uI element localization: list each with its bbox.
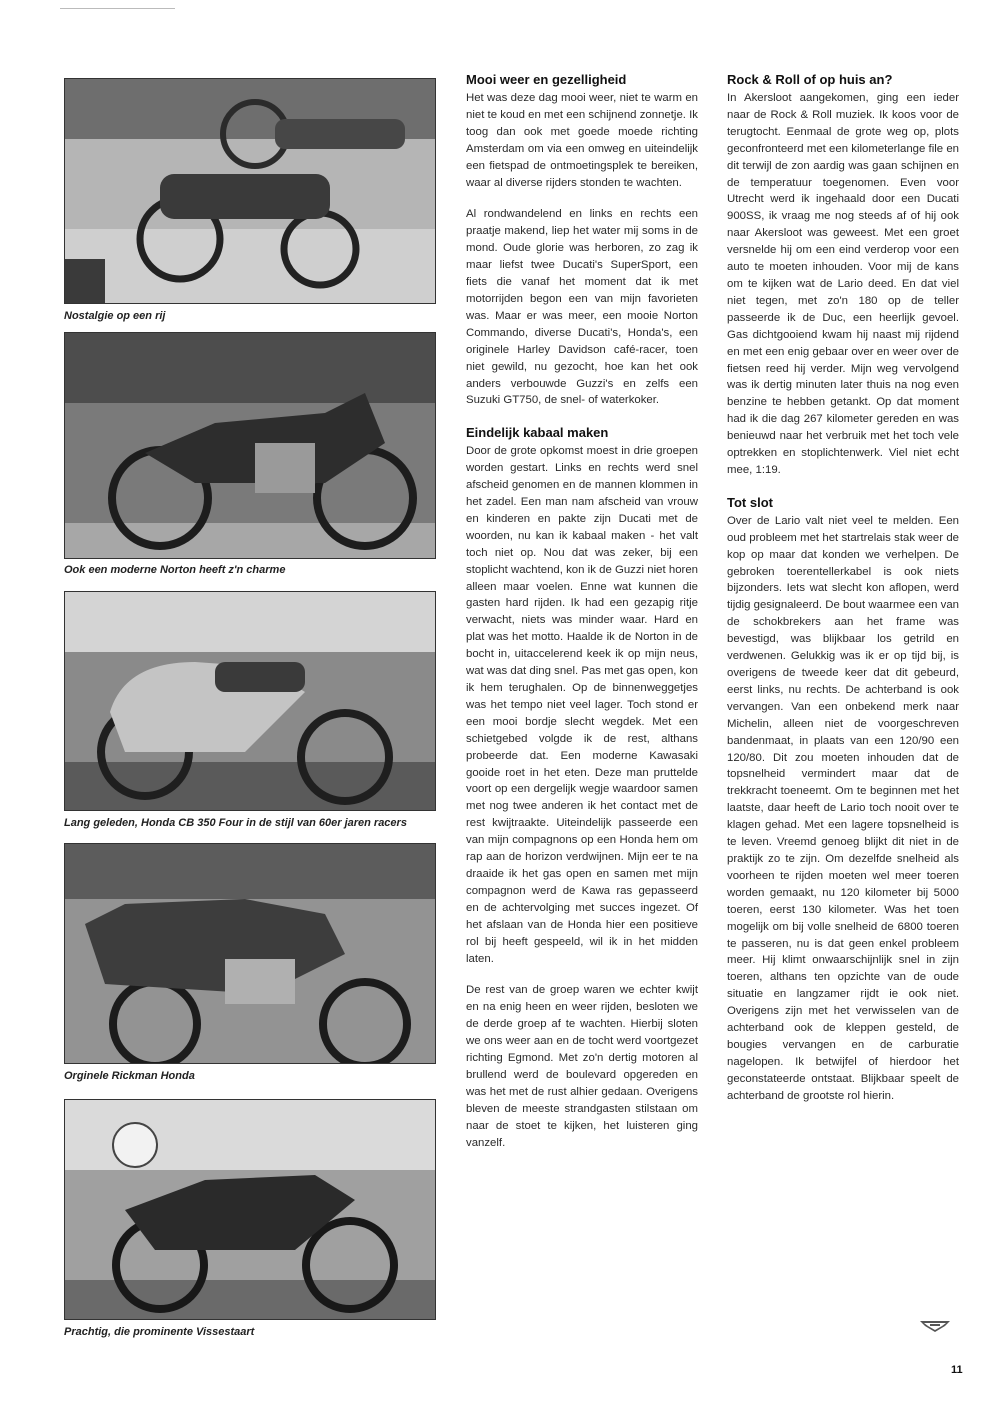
photo-caption-5: Prachtig, die prominente Vissestaart [64,1326,255,1338]
body-paragraph: Door de grote opkomst moest in drie groepen worden gestart. Links en rechts werd snel afscheid genomen en de mannen klommen in het zadel. Een man nam afscheid van vrouw en kinderen en pakte zijn Ducati met de woorden, nu kan ik kabaal maken - het valt toch niet op. Nou dat was zeker, bij een stoplicht wachtend, kon ik de Guzzi niet horen alleen maar voelen. Enne wat kunnen die gasten hard rijden. Ik had een gezapig ritje verwacht, niets was minder waar. Hard en plat was het motto. Haalde ik de Norton in de bocht in, uitaccelerend keek ik op mijn neus, wat was dat ding snel. Pas met gas open, kon ik hem terughalen. Op de binnenweggetjes was het tempo niet veel lager. Toch stond er een mooi bordje slecht wegdek. Met een schietgebed volgde ik de rest, althans probeerde dat. Een moderne Kawasaki gooide roet in het eten. Deze man pruttelde voort op een dergelijk wegje waardoor samen met nog twee anderen ik het contact met de rest kwijtraakte. Uiteindelijk passeerde een van mijn compagnons op een Honda hem om rap aan de horizon verdwijnen. Mijn eer te na draaide ik het gas open en samen met mijn compagnon werd de Kawa ras gepasseerd en de achtervolging met succes ingezet. Of het afslaan van de Honda hier een positieve rol bij heeft gespeeld, wil ik in het midden laten. [466,445,698,965]
body-paragraph: De rest van de groep waren we echter kwijt en na enig heen en weer rijden, besloten we de derde groep af te wachten. Hierbij sloten we ons weer aan en de tocht werd voortgezet richting Egmond. Met zo'n dertig motoren al brullend werd de boulevard opgereden en was het met de rust alhier gedaan. Overigens bleven de meeste strandgasten stilstaan om naar de stoet te kijken, het luisteren ging vanzelf. [466,984,698,1149]
photo-rickman-honda [64,843,436,1064]
section-heading: Tot slot [727,494,773,510]
text-column-middle [466,71,698,1166]
body-paragraph: In Akersloot aangekomen, ging een ieder naar de Rock & Roll muziek. Ik koos voor de terugtocht. Eenmaal de grote weg op, plots geconfronteerd met een kilometerlange file en dit terwijl de zon aardig was gaan schijnen en de temperatuur toegenomen. Even voor Utrecht werd ik ingehaald door een Ducati 900SS, ik vraag me nog steeds af of hij ook naar Akersloot was geweest. Met een groet versnelde hij om een eind verderop voor een auto te moeten inhouden. Voor mij de kans om te kijken wat de Lario deed. En dat viel niet tegen, met zo'n 180 op de teller passeerde ik de Duc, een heerlijk gevoel. Gas dichtgooiend kwam hij naast mij rijdend en met een enig gebaar over en weer over de fietsen reed hij verder. Mijn weg vervolgend was ik dertig minuten later thuis na nog even benzine te hebben getankt. Op dat moment had ik die dag 267 kilometer gereden en was benieuwd naar het verbruik met het toch vele optrekken en stoplichtenwerk. Viel niet echt mee, 1:19. [727,92,959,476]
body-paragraph: Al rondwandelend en links en rechts een praatje makend, liep het water mij soms in de mond. Oude glorie was herboren, zo zag ik maar liefst twee Ducati's SuperSport, een fiets die vanaf het moment dat ik met motorrijden begon een van mijn favorieten was. Maar er was meer, een mooie Norton Commando, diverse Ducati's, Honda's, een originele Harley Davidson café-racer, toen niet gewild, nu gezocht, hoe kan het ook anders verbouwde Guzzi's en zelfs een Suzuki GT750, de snel- of waterkoker. [466,208,698,407]
photo-caption-1: Nostalgie op een rij [64,310,166,322]
photo-caption-4: Orginele Rickman Honda [64,1070,195,1082]
section-heading: Eindelijk kabaal maken [466,425,609,441]
body-paragraph: Over de Lario valt niet veel te melden. Een oud probleem met het startrelais stak weer de kop op maar dat konden we verhelpen. De gebroken toerentellerkabel is ook niets bijzonders. Iets wat slecht kon aflopen, werd tijdig gesignaleerd. De bout waarmee een van de schokbrekers aan het frame was bevestigd, was blijkbaar los getrild en verdwenen. Gelukkig was ik er op tijd bij, is overigens de tweede keer dat dit gebeurd, eerst links, nu rechts. De achterband is ook vervangen. Van een onbekend merk naar Michelin, alleen niet de voorgeschreven bandenmaat, in plaats van een 120/90 een 120/80. Dit zou moeten inhouden dat de topsnelheid vermindert maar dat de trekkracht toeneemt. Om te beginnen met het laatste, daar heeft de Lario toch nooit over te klagen gehad. Met een lagere topsnelheid is te leven. Vreemd genoeg blijkt dit niet in de praktijk zo te zijn. Om dezelfde snelheid als voorheen te rijden moeten wel meer toeren worden gemaakt, nu 120 kilometer bij 5000 toeren, eerst 130 kilometer. Was het toen mogelijk om bij volle snelheid de 6800 toeren te passeren, nu is dat geen enkel probleem meer. Hij klimt onwaarschijnlijk snel in zijn toeren, althans ten opzichte van de oude situatie en langzamer rijdt ie ook niet. Overigens zijn met het verwisselen van de achterband ook de kleppen gesteld, de bougies vervangen en de carburatie nagelopen. Ik betwijfel of hierdoor het geconstateerde ontstaat. Blijkbaar speelt de achterband de grootste rol hierin. [727,514,959,1102]
photo-caption-2: Ook een moderne Norton heeft z'n charme [64,564,286,576]
photo-vissestaart [64,1099,436,1320]
section-heading: Mooi weer en gezelligheid [466,72,627,87]
photo-motorcycles-in-row [64,78,436,304]
photo-honda-cb350 [64,591,436,811]
text-column-right [727,71,959,1120]
club-logo-icon [918,1318,952,1334]
photo-norton [64,332,436,559]
body-paragraph: Het was deze dag mooi weer, niet te warm en niet te koud en met een schijnend zonnetje. Ik toog dan ook met goede moede richting Amsterdam om via een omweg en uiteindelijk een fietspad de ontmoetingsplek te bereiken, waar al diverse rijders stonden te wachten. [466,92,698,189]
page-number: 11 [951,1364,963,1376]
photo-caption-3: Lang geleden, Honda CB 350 Four in de stijl van 60er jaren racers [64,817,407,829]
section-heading: Rock & Roll of op huis an? [727,72,893,87]
corner-rule [60,8,175,9]
